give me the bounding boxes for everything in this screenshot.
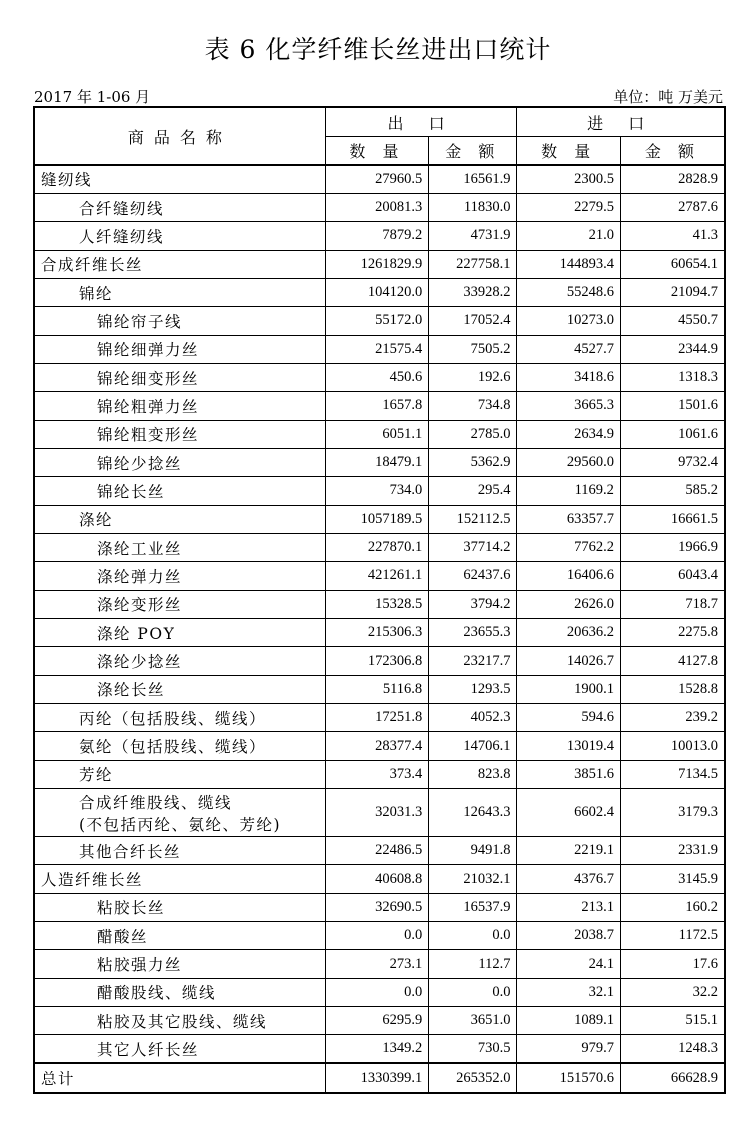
export-qty-cell: 1349.2 (325, 1035, 428, 1063)
row-name-text: 涤纶弹力丝 (97, 567, 183, 586)
column-header-export: 出 口 (325, 107, 517, 137)
export-amt-cell: 1293.5 (429, 675, 517, 703)
export-qty-cell: 215306.3 (325, 619, 428, 647)
row-name (34, 165, 325, 193)
export-amt-cell: 0.0 (429, 922, 517, 950)
row-name (34, 363, 325, 391)
table-body (34, 165, 725, 1093)
row-name-text: 粘胶及其它股线、缆线 (97, 1012, 268, 1031)
table-row (34, 307, 725, 335)
row-name-text: 锦纶少捻丝 (97, 454, 183, 473)
column-header-name: 商品名称 (34, 107, 325, 165)
row-name-text: 涤纶长丝 (97, 681, 166, 700)
table-row (34, 950, 725, 978)
export-amt-cell: 730.5 (429, 1035, 517, 1063)
export-qty-cell: 18479.1 (325, 448, 428, 476)
table-row (34, 619, 725, 647)
import-qty-cell: 144893.4 (517, 250, 620, 278)
row-name-text: 涤纶工业丝 (97, 539, 183, 558)
table-row (34, 392, 725, 420)
import-qty-cell: 2219.1 (517, 837, 620, 865)
row-name-text: 其它人纤长丝 (97, 1040, 200, 1059)
export-amt-cell: 23217.7 (429, 647, 517, 675)
export-amt-cell: 3651.0 (429, 1007, 517, 1035)
table-row (34, 789, 725, 837)
import-amt-cell: 4127.8 (620, 647, 725, 675)
export-amt-cell: 112.7 (429, 950, 517, 978)
export-amt-cell: 16561.9 (429, 165, 517, 193)
unit-label: 单位：吨 万美元 (613, 88, 723, 106)
row-name (34, 619, 325, 647)
row-name (34, 789, 325, 837)
row-name-text: 锦纶粗变形丝 (97, 426, 200, 445)
export-amt-cell: 152112.5 (429, 505, 517, 533)
export-qty-cell: 5116.8 (325, 675, 428, 703)
import-amt-cell: 1966.9 (620, 533, 725, 561)
row-name (34, 893, 325, 921)
import-amt-cell: 2275.8 (620, 619, 725, 647)
row-name-text: 涤纶 (79, 511, 114, 530)
import-qty-cell: 7762.2 (517, 533, 620, 561)
import-qty-cell: 1169.2 (517, 477, 620, 505)
import-amt-cell: 3179.3 (620, 789, 725, 837)
column-header-export-qty: 数 量 (325, 137, 428, 166)
import-qty-cell: 20636.2 (517, 619, 620, 647)
table-row (34, 505, 725, 533)
row-name (34, 647, 325, 675)
table-row (34, 704, 725, 732)
import-amt-cell: 7134.5 (620, 760, 725, 788)
export-amt-cell: 7505.2 (429, 335, 517, 363)
row-name-text: 锦纶粗弹力丝 (97, 397, 200, 416)
export-qty-cell: 1261829.9 (325, 250, 428, 278)
trade-statistics-table (33, 106, 726, 1094)
row-name-text: 缝纫线 (41, 171, 93, 190)
import-amt-cell: 2344.9 (620, 335, 725, 363)
row-name (34, 420, 325, 448)
import-amt-cell: 718.7 (620, 590, 725, 618)
import-amt-cell: 239.2 (620, 704, 725, 732)
table-row (34, 1035, 725, 1063)
import-amt-cell: 32.2 (620, 978, 725, 1006)
import-qty-cell: 10273.0 (517, 307, 620, 335)
export-qty-cell: 6295.9 (325, 1007, 428, 1035)
row-name-text: 锦纶 (79, 284, 114, 303)
row-name-text: 人纤缝纫线 (79, 227, 165, 246)
import-qty-cell: 2038.7 (517, 922, 620, 950)
row-name-text: 合成纤维股线、缆线 (79, 793, 233, 812)
row-name (34, 837, 325, 865)
import-qty-cell: 63357.7 (517, 505, 620, 533)
export-qty-cell: 32690.5 (325, 893, 428, 921)
total-label: 总计 (34, 1063, 325, 1093)
table-row (34, 193, 725, 221)
import-qty-cell: 2634.9 (517, 420, 620, 448)
total-export-qty: 1330399.1 (325, 1063, 428, 1093)
export-qty-cell: 373.4 (325, 760, 428, 788)
export-amt-cell: 23655.3 (429, 619, 517, 647)
table-row (34, 893, 725, 921)
row-name (34, 562, 325, 590)
page-title: 表 6 化学纤维长丝进出口统计 (204, 35, 552, 64)
export-amt-cell: 295.4 (429, 477, 517, 505)
export-qty-cell: 1057189.5 (325, 505, 428, 533)
import-amt-cell: 2331.9 (620, 837, 725, 865)
import-qty-cell: 13019.4 (517, 732, 620, 760)
export-qty-cell: 40608.8 (325, 865, 428, 893)
row-name-text: 人造纤维长丝 (41, 871, 144, 890)
import-qty-cell: 55248.6 (517, 278, 620, 306)
export-qty-cell: 421261.1 (325, 562, 428, 590)
import-amt-cell: 3145.9 (620, 865, 725, 893)
table-row (34, 278, 725, 306)
column-header-import: 进 口 (517, 107, 725, 137)
export-amt-cell: 3794.2 (429, 590, 517, 618)
table-row (34, 363, 725, 391)
row-name (34, 250, 325, 278)
export-amt-cell: 734.8 (429, 392, 517, 420)
import-qty-cell: 2626.0 (517, 590, 620, 618)
row-name-text: 粘胶强力丝 (97, 956, 183, 975)
row-name (34, 448, 325, 476)
export-amt-cell: 17052.4 (429, 307, 517, 335)
table-row (34, 420, 725, 448)
export-amt-cell: 823.8 (429, 760, 517, 788)
export-amt-cell: 0.0 (429, 978, 517, 1006)
row-name (34, 950, 325, 978)
row-name (34, 392, 325, 420)
export-qty-cell: 55172.0 (325, 307, 428, 335)
import-amt-cell: 1528.8 (620, 675, 725, 703)
export-qty-cell: 273.1 (325, 950, 428, 978)
row-name-text: 锦纶细变形丝 (97, 369, 200, 388)
export-amt-cell: 12643.3 (429, 789, 517, 837)
export-qty-cell: 6051.1 (325, 420, 428, 448)
row-name (34, 760, 325, 788)
export-amt-cell: 62437.6 (429, 562, 517, 590)
import-amt-cell: 6043.4 (620, 562, 725, 590)
total-row (34, 1063, 725, 1093)
import-qty-cell: 979.7 (517, 1035, 620, 1063)
export-qty-cell: 0.0 (325, 922, 428, 950)
export-qty-cell: 22486.5 (325, 837, 428, 865)
column-header-export-amt: 金 额 (429, 137, 517, 166)
import-amt-cell: 10013.0 (620, 732, 725, 760)
import-amt-cell: 2828.9 (620, 165, 725, 193)
export-qty-cell: 7879.2 (325, 222, 428, 250)
row-name (34, 922, 325, 950)
export-qty-cell: 1657.8 (325, 392, 428, 420)
import-qty-cell: 3418.6 (517, 363, 620, 391)
import-amt-cell: 1061.6 (620, 420, 725, 448)
import-amt-cell: 1501.6 (620, 392, 725, 420)
row-name (34, 865, 325, 893)
import-amt-cell: 1172.5 (620, 922, 725, 950)
export-qty-cell: 0.0 (325, 978, 428, 1006)
table-row (34, 590, 725, 618)
export-qty-cell: 21575.4 (325, 335, 428, 363)
import-amt-cell: 16661.5 (620, 505, 725, 533)
import-amt-cell: 1248.3 (620, 1035, 725, 1063)
import-amt-cell: 4550.7 (620, 307, 725, 335)
export-qty-cell: 32031.3 (325, 789, 428, 837)
table-row (34, 477, 725, 505)
row-name-text: 涤纶少捻丝 (97, 653, 183, 672)
total-import-amt: 66628.9 (620, 1063, 725, 1093)
row-name (34, 278, 325, 306)
import-amt-cell: 60654.1 (620, 250, 725, 278)
table-row (34, 562, 725, 590)
table-row (34, 250, 725, 278)
row-name (34, 1035, 325, 1063)
row-name (34, 675, 325, 703)
import-qty-cell: 4527.7 (517, 335, 620, 363)
import-qty-cell: 24.1 (517, 950, 620, 978)
export-qty-cell: 734.0 (325, 477, 428, 505)
import-amt-cell: 17.6 (620, 950, 725, 978)
export-qty-cell: 227870.1 (325, 533, 428, 561)
import-qty-cell: 3851.6 (517, 760, 620, 788)
row-name-text: 涤纶 POY (97, 624, 176, 643)
import-amt-cell: 585.2 (620, 477, 725, 505)
import-qty-cell: 2279.5 (517, 193, 620, 221)
import-qty-cell: 32.1 (517, 978, 620, 1006)
export-amt-cell: 4052.3 (429, 704, 517, 732)
import-qty-cell: 6602.4 (517, 789, 620, 837)
export-amt-cell: 2785.0 (429, 420, 517, 448)
import-amt-cell: 21094.7 (620, 278, 725, 306)
import-amt-cell: 1318.3 (620, 363, 725, 391)
table-row (34, 222, 725, 250)
row-name-text: 锦纶帘子线 (97, 312, 183, 331)
table-row (34, 675, 725, 703)
import-qty-cell: 594.6 (517, 704, 620, 732)
row-name-text: 氨纶（包括股线、缆线） (79, 738, 267, 757)
table-row (34, 837, 725, 865)
table-row (34, 865, 725, 893)
row-name (34, 193, 325, 221)
import-qty-cell: 1900.1 (517, 675, 620, 703)
total-export-amt: 265352.0 (429, 1063, 517, 1093)
row-name-text: 锦纶长丝 (97, 482, 166, 501)
row-name-text: 合成纤维长丝 (41, 256, 144, 275)
export-amt-cell: 16537.9 (429, 893, 517, 921)
import-qty-cell: 213.1 (517, 893, 620, 921)
row-name-text: 粘胶长丝 (97, 899, 166, 918)
row-name-text: 合纤缝纫线 (79, 199, 165, 218)
import-qty-cell: 2300.5 (517, 165, 620, 193)
import-qty-cell: 16406.6 (517, 562, 620, 590)
export-amt-cell: 14706.1 (429, 732, 517, 760)
row-name (34, 505, 325, 533)
export-qty-cell: 104120.0 (325, 278, 428, 306)
import-qty-cell: 21.0 (517, 222, 620, 250)
row-name-text: 锦纶细弹力丝 (97, 341, 200, 360)
import-qty-cell: 4376.7 (517, 865, 620, 893)
import-amt-cell: 160.2 (620, 893, 725, 921)
row-name (34, 978, 325, 1006)
row-name (34, 222, 325, 250)
import-amt-cell: 515.1 (620, 1007, 725, 1035)
table-row (34, 533, 725, 561)
export-qty-cell: 17251.8 (325, 704, 428, 732)
row-name (34, 1007, 325, 1035)
import-amt-cell: 41.3 (620, 222, 725, 250)
table-row (34, 647, 725, 675)
report-period: 2017 年 1-06 月 (34, 88, 151, 106)
row-name-text: 涤纶变形丝 (97, 596, 183, 615)
row-name (34, 590, 325, 618)
table-row (34, 448, 725, 476)
row-name (34, 477, 325, 505)
export-amt-cell: 5362.9 (429, 448, 517, 476)
row-name-text: 丙纶（包括股线、缆线） (79, 709, 267, 728)
row-name-text: 其他合纤长丝 (79, 842, 182, 861)
export-qty-cell: 172306.8 (325, 647, 428, 675)
export-qty-cell: 20081.3 (325, 193, 428, 221)
export-amt-cell: 21032.1 (429, 865, 517, 893)
export-amt-cell: 4731.9 (429, 222, 517, 250)
import-qty-cell: 3665.3 (517, 392, 620, 420)
export-qty-cell: 28377.4 (325, 732, 428, 760)
table-row (34, 1007, 725, 1035)
column-header-import-qty: 数 量 (517, 137, 620, 166)
table-row (34, 760, 725, 788)
export-qty-cell: 27960.5 (325, 165, 428, 193)
import-qty-cell: 29560.0 (517, 448, 620, 476)
row-name (34, 335, 325, 363)
import-amt-cell: 9732.4 (620, 448, 725, 476)
row-name-text: 醋酸丝 (97, 927, 149, 946)
row-name-text: 醋酸股线、缆线 (97, 984, 217, 1003)
table-row (34, 978, 725, 1006)
total-import-qty: 151570.6 (517, 1063, 620, 1093)
row-name (34, 307, 325, 335)
export-amt-cell: 9491.8 (429, 837, 517, 865)
import-qty-cell: 14026.7 (517, 647, 620, 675)
export-amt-cell: 37714.2 (429, 533, 517, 561)
column-header-import-amt: 金 额 (620, 137, 725, 166)
export-amt-cell: 11830.0 (429, 193, 517, 221)
table-row (34, 335, 725, 363)
export-amt-cell: 192.6 (429, 363, 517, 391)
row-name-text: 芳纶 (79, 766, 114, 785)
import-qty-cell: 1089.1 (517, 1007, 620, 1035)
row-name (34, 533, 325, 561)
row-name (34, 732, 325, 760)
row-name-note: (不包括丙纶、氨纶、芳纶) (79, 815, 282, 834)
import-amt-cell: 2787.6 (620, 193, 725, 221)
row-name (34, 704, 325, 732)
export-amt-cell: 33928.2 (429, 278, 517, 306)
table-row (34, 165, 725, 193)
export-qty-cell: 450.6 (325, 363, 428, 391)
table-row (34, 922, 725, 950)
export-amt-cell: 227758.1 (429, 250, 517, 278)
export-qty-cell: 15328.5 (325, 590, 428, 618)
table-row (34, 732, 725, 760)
